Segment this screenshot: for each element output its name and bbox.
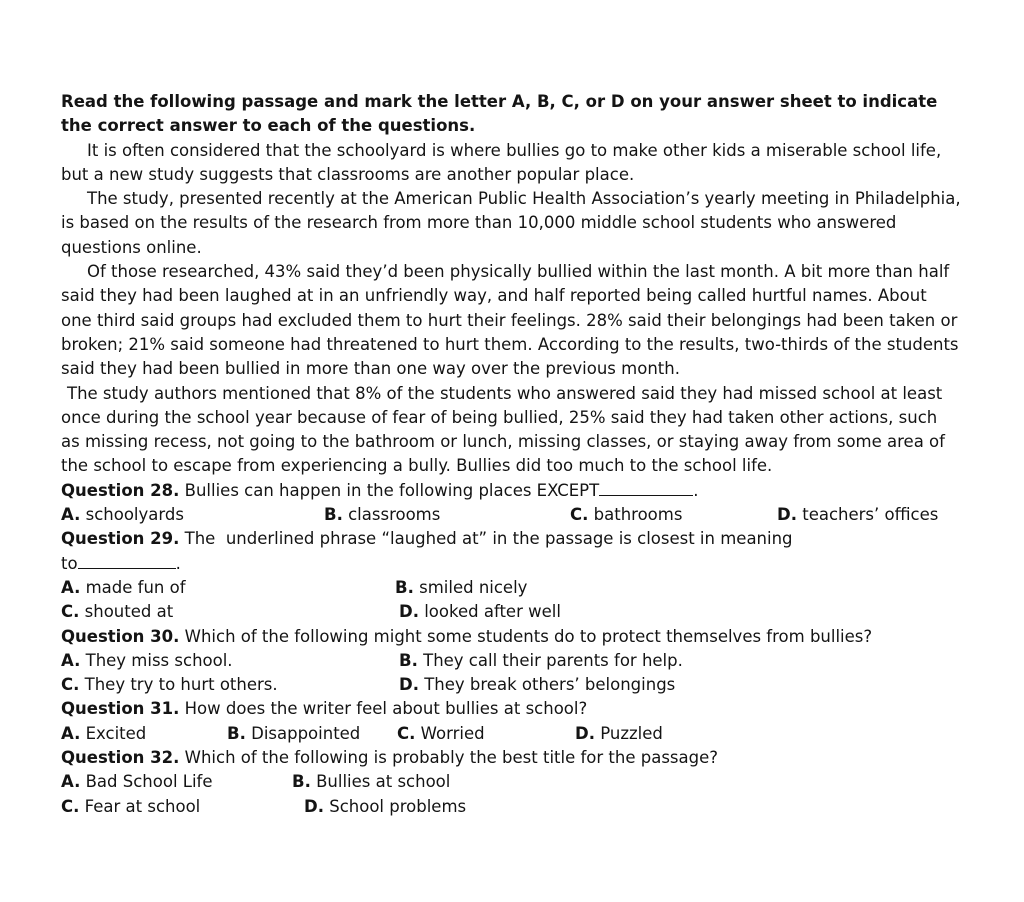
option-b[interactable]: B. They call their parents for help. <box>399 650 683 670</box>
question-32 <box>61 746 961 770</box>
question-end: . <box>693 480 699 500</box>
options-row <box>61 600 961 624</box>
question-text: The underlined phrase “laughed at” in the passage is closest in meaning <box>184 529 793 549</box>
question-29-continuation <box>61 552 961 576</box>
option-b[interactable]: B. classrooms <box>324 505 441 525</box>
option-d[interactable]: D. They break others’ belongings <box>399 675 676 695</box>
options-row <box>61 673 961 697</box>
question-label: Question 30. <box>61 626 180 646</box>
option-a[interactable]: A. Excited <box>61 723 147 743</box>
question-31 <box>61 697 961 721</box>
option-c[interactable]: C. Worried <box>397 723 485 743</box>
question-end: . <box>175 553 181 573</box>
option-d[interactable]: D. teachers’ offices <box>777 505 939 525</box>
option-b[interactable]: B. Disappointed <box>227 723 361 743</box>
question-label: Question 32. <box>61 748 180 768</box>
option-a[interactable]: A. Bad School Life <box>61 772 213 792</box>
question-28 <box>61 479 961 503</box>
options-row <box>61 576 961 600</box>
option-c[interactable]: C. They try to hurt others. <box>61 675 278 695</box>
option-c[interactable]: C. Fear at school <box>61 796 201 816</box>
options-row <box>61 795 961 819</box>
answer-blank <box>78 552 176 569</box>
passage-paragraph-3: Of those researched, 43% said they’d been physically bullied within the last month. A bit more than half said they had been laughed at in an unfriendly way, and half reported being called hurtful names. About one third said groups had excluded them to hurt their feelings. 28% said their belongings had been taken or broken; 21% said someone had threatened to hurt them. According to the results, two-thirds of the students said they had been bullied in more than one way over the previous month. <box>61 262 959 379</box>
passage-paragraph-4: The study authors mentioned that 8% of the students who answered said they had missed school at least once during the school year because of fear of being bullied, 25% said they had taken other actions, such as missing recess, not going to the bathroom or lunch, missing classes, or staying away from some area of the school to escape from experiencing a bully. Bullies did too much to the school life. <box>61 383 945 476</box>
question-text: Which of the following is probably the best title for the passage? <box>184 748 719 768</box>
option-a[interactable]: A. made fun of <box>61 577 186 597</box>
instruction: Read the following passage and mark the letter A, B, C, or D on your answer sheet to indicate the correct answer to each of the questions. <box>61 92 938 136</box>
option-d[interactable]: D. School problems <box>304 796 467 816</box>
question-label: Question 29. <box>61 529 180 549</box>
option-a[interactable]: A. schoolyards <box>61 505 184 525</box>
option-d[interactable]: D. Puzzled <box>575 723 663 743</box>
options-row <box>61 503 961 527</box>
option-c[interactable]: C. shouted at <box>61 602 174 622</box>
question-text: Which of the following might some students do to protect themselves from bullies? <box>184 626 873 646</box>
option-c[interactable]: C. bathrooms <box>570 505 683 525</box>
worksheet <box>61 90 961 819</box>
options-row <box>61 649 961 673</box>
question-label: Question 31. <box>61 699 180 719</box>
options-row <box>61 770 961 794</box>
option-a[interactable]: A. They miss school. <box>61 650 233 670</box>
options-row <box>61 722 961 746</box>
option-b[interactable]: B. smiled nicely <box>395 577 528 597</box>
answer-blank <box>599 479 693 496</box>
question-30 <box>61 625 961 649</box>
question-text: Bullies can happen in the following places EXCEPT <box>184 480 600 500</box>
question-29 <box>61 527 961 551</box>
option-d[interactable]: D. looked after well <box>399 602 561 622</box>
passage-paragraph-1: It is often considered that the schoolyard is where bullies go to make other kids a miserable school life, but a new study suggests that classrooms are another popular place. <box>61 140 942 184</box>
question-label: Question 28. <box>61 480 180 500</box>
passage-paragraph-2: The study, presented recently at the American Public Health Association’s yearly meeting in Philadelphia, is based on the results of the research from more than 10,000 middle school students who answered questions online. <box>61 189 961 257</box>
question-text: How does the writer feel about bullies at school? <box>184 699 588 719</box>
question-text-cont: to <box>61 553 78 573</box>
option-b[interactable]: B. Bullies at school <box>292 772 451 792</box>
